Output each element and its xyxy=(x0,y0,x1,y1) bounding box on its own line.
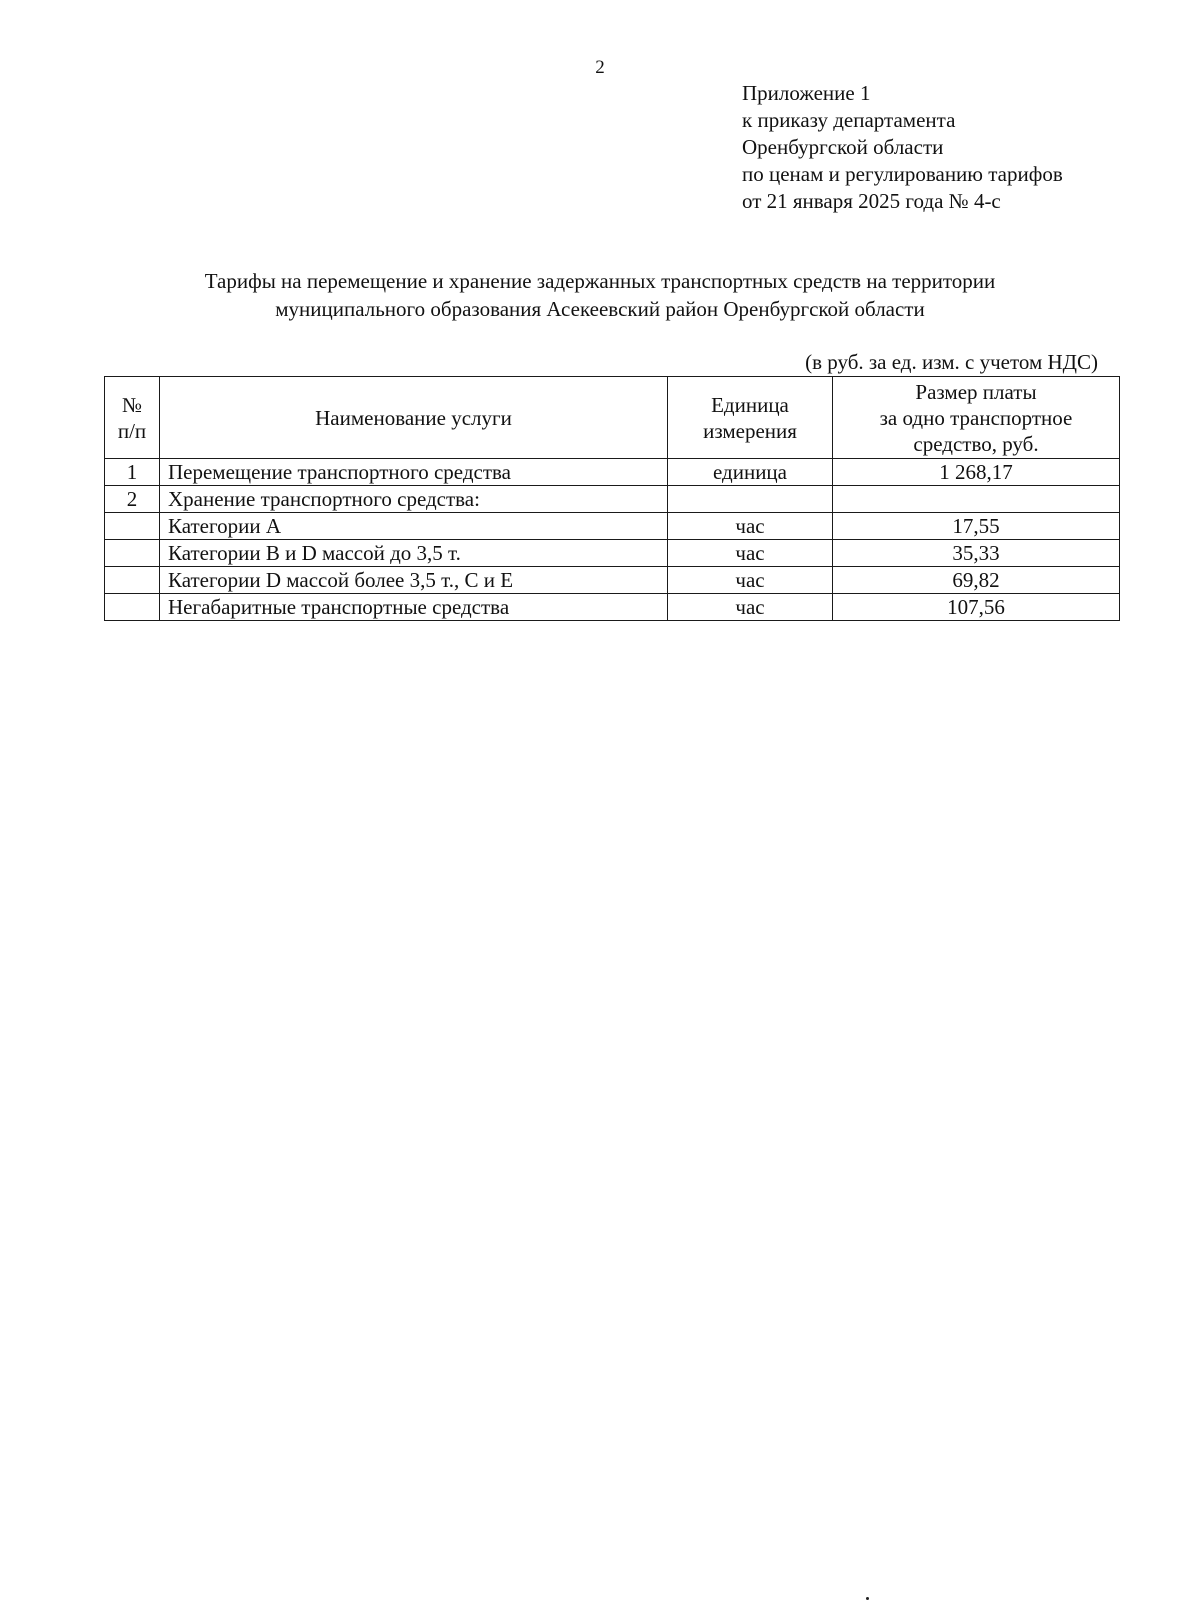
cell-service-name: Категории B и D массой до 3,5 т. xyxy=(160,540,668,567)
units-note: (в руб. за ед. изм. с учетом НДС) xyxy=(805,350,1098,374)
header-price-line: за одно транспортное xyxy=(879,405,1073,430)
document-title-line: Тарифы на перемещение и хранение задержанных транспортных средств на территории xyxy=(204,269,996,293)
table-row xyxy=(105,513,1120,540)
header-price-line: средство, руб. xyxy=(913,431,1039,456)
table-row xyxy=(105,459,1120,486)
cell-unit: час xyxy=(668,567,833,594)
cell-num: 2 xyxy=(105,486,160,513)
cell-price: 17,55 xyxy=(833,513,1120,540)
page-number: 2 xyxy=(595,57,605,78)
table-row xyxy=(105,540,1120,567)
header-unit-line: измерения xyxy=(703,418,797,443)
header-num-line: п/п xyxy=(117,418,147,443)
cell-unit: единица xyxy=(668,459,833,486)
scan-speck xyxy=(866,1597,869,1600)
cell-price: 69,82 xyxy=(833,567,1120,594)
cell-unit: час xyxy=(668,513,833,540)
header-unit xyxy=(668,377,833,459)
cell-service-name: Категории A xyxy=(160,513,668,540)
tariff-table xyxy=(104,376,1120,621)
cell-num xyxy=(105,540,160,567)
cell-num xyxy=(105,594,160,621)
cell-num: 1 xyxy=(105,459,160,486)
cell-unit xyxy=(668,486,833,513)
cell-price: 107,56 xyxy=(833,594,1120,621)
cell-unit: час xyxy=(668,540,833,567)
table-row xyxy=(105,567,1120,594)
appendix-line: Оренбургской области xyxy=(742,135,944,159)
document-title xyxy=(0,267,1200,323)
document-title-line: муниципального образования Асекеевский район Оренбургской области xyxy=(275,297,925,321)
table-row xyxy=(105,594,1120,621)
appendix-line: от 21 января 2025 года № 4-с xyxy=(742,189,1001,213)
appendix-line: к приказу департамента xyxy=(742,108,956,132)
cell-num xyxy=(105,513,160,540)
cell-price: 1 268,17 xyxy=(833,459,1120,486)
cell-num xyxy=(105,567,160,594)
cell-service-name: Негабаритные транспортные средства xyxy=(160,594,668,621)
header-price-line: Размер платы xyxy=(915,379,1037,404)
table-row xyxy=(105,486,1120,513)
cell-unit: час xyxy=(668,594,833,621)
header-service-name: Наименование услуги xyxy=(160,377,668,459)
cell-price xyxy=(833,486,1120,513)
cell-service-name: Категории D массой более 3,5 т., C и E xyxy=(160,567,668,594)
header-unit-line: Единица xyxy=(711,392,789,417)
header-num xyxy=(105,377,160,459)
cell-price: 35,33 xyxy=(833,540,1120,567)
cell-service-name: Хранение транспортного средства: xyxy=(160,486,668,513)
cell-service-name: Перемещение транспортного средства xyxy=(160,459,668,486)
table-header-row xyxy=(105,377,1120,459)
appendix-line: Приложение 1 xyxy=(742,81,871,105)
appendix-line: по ценам и регулированию тарифов xyxy=(742,162,1063,186)
header-num-line: № xyxy=(121,392,143,417)
header-price xyxy=(833,377,1120,459)
appendix-block xyxy=(742,80,1063,215)
